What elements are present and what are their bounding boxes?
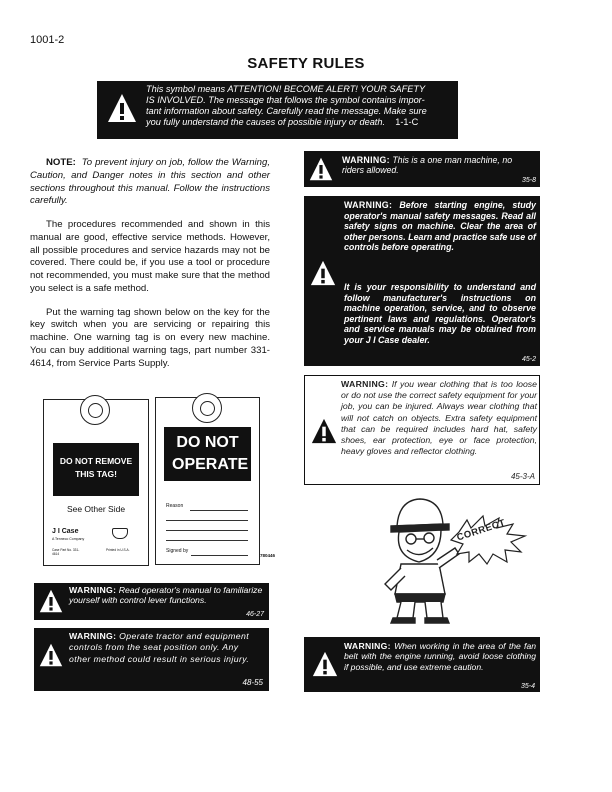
warning-triangle-icon bbox=[107, 93, 137, 123]
note-paragraph bbox=[30, 157, 270, 208]
warning-triangle-icon bbox=[311, 418, 337, 444]
warning-triangle-icon bbox=[39, 643, 63, 667]
brand-subtitle: A Tenneco Company bbox=[52, 537, 85, 541]
reason-line bbox=[166, 530, 248, 531]
see-other-side-text: See Other Side bbox=[66, 504, 126, 514]
tag-eyelet-hole bbox=[200, 401, 215, 416]
brand-name: J I Case bbox=[52, 528, 79, 535]
warning-box-one-man bbox=[304, 151, 540, 187]
page-number: 1001-2 bbox=[30, 34, 65, 46]
warning-text: Operate tractor and equipment controls from the seat position only. Any other method could result in serious injury. bbox=[69, 631, 250, 664]
warning-code: 35-8 bbox=[521, 177, 536, 184]
body-text-column bbox=[30, 157, 270, 381]
correct-label: CORRECT bbox=[455, 517, 507, 544]
intro-line-1: This symbol means ATTENTION! BECOME ALERT! YOUR SAFETY bbox=[146, 84, 426, 94]
warning-code: 46-27 bbox=[246, 611, 264, 618]
note-label: NOTE: bbox=[46, 157, 76, 168]
signed-by-label: Signed by bbox=[166, 548, 189, 554]
intro-symbol-box bbox=[97, 81, 458, 139]
warning-code: 45-2 bbox=[521, 356, 536, 363]
warning-tag-front bbox=[43, 399, 149, 566]
warning-text: Before starting engine, study operator's manual safety messages. Read all safety signs on machine. Clear the area of other persons. Learn and practice safe use of controls before operating. bbox=[344, 200, 536, 252]
warning-box-starting-engine bbox=[304, 196, 540, 366]
signed-line bbox=[191, 555, 248, 556]
warning-box-control-lever bbox=[34, 583, 269, 620]
warning-triangle-icon bbox=[312, 651, 338, 677]
reason-line bbox=[190, 510, 248, 511]
warning-text: If you wear clothing that is too loose or do not use the correct safety equipment for your job, you can be injured. Always wear clothing that will not catch on objects. Extra safety equipment that can be required includes hard hat, safety shoes, ear protection, eye or face protection, heavy gloves and reflector clothing. bbox=[341, 379, 537, 457]
warning-box-clothing bbox=[304, 375, 540, 485]
tag-eyelet-hole bbox=[88, 403, 103, 418]
warning-box-seat-position bbox=[34, 628, 269, 691]
intro-line-4: you fully understand the causes of possible injury or death. bbox=[146, 116, 386, 127]
note-text: To prevent injury on job, follow the Warning, Caution, and Danger notes in this section and other sections throughout this manual. Follow the instructions carefully. bbox=[30, 157, 270, 207]
intro-line-3: tant information about safety. Carefully read the message. Make sure bbox=[146, 105, 427, 116]
page-title: SAFETY RULES bbox=[247, 55, 365, 72]
do-not-remove-label: DO NOT REMOVE THIS TAG! bbox=[53, 443, 139, 496]
warning-tag-paragraph: Put the warning tag shown below on the key for the key switch when you are servicing or repairing this machine. One warning tag is on every new machine. You can buy additional warning tags, part number 331-4614, from Service Parts Supply. bbox=[30, 306, 270, 369]
warning-label: WARNING: bbox=[69, 585, 117, 595]
warning-text: Read operator's manual to familiarize yourself with control lever functions. bbox=[69, 585, 263, 606]
warning-code: 45-3-A bbox=[510, 472, 535, 481]
warning-triangle-icon bbox=[310, 260, 336, 286]
do-not-operate-label: DO NOT OPERATE bbox=[164, 427, 251, 481]
reason-line bbox=[166, 520, 248, 521]
warning-text: This is a one man machine, no riders allowed. bbox=[342, 155, 513, 176]
reason-line bbox=[166, 540, 248, 541]
tag-printed-in: Printed in U.S.A. bbox=[106, 548, 130, 552]
reason-label: Reason bbox=[166, 503, 184, 509]
warning-text-2: It is your responsibility to understand and follow manufacturer's instructions on machine operation, service, and to observe pertinent laws and regulations. Operator's and service manuals may be obtained from your J I Case dealer. bbox=[344, 282, 536, 345]
warning-label: WARNING: bbox=[344, 641, 391, 651]
warning-label: WARNING: bbox=[341, 379, 389, 389]
warning-label: WARNING: bbox=[342, 155, 390, 165]
figure-number: 780446 bbox=[260, 553, 276, 558]
intro-line-2: IS INVOLVED. The message that follows the symbol contains impor- bbox=[146, 94, 425, 105]
warning-box-fan-belt bbox=[304, 637, 540, 692]
procedures-paragraph: The procedures recommended and shown in this manual are good, effective service methods. However, all possible procedures and service hazards may not be covered. There could be, if you use a tool or procedure not recommended, you must make sure that the method you select is a safe method. bbox=[30, 219, 270, 294]
tag-part-number: Case Part No. 331-4614 bbox=[52, 548, 80, 556]
warning-tag-back bbox=[155, 397, 260, 565]
warning-code: 48-55 bbox=[242, 678, 263, 687]
warning-label: WARNING: bbox=[344, 200, 393, 210]
warning-triangle-icon bbox=[39, 589, 63, 613]
warning-code: 35-4 bbox=[520, 683, 535, 690]
warning-triangle-icon bbox=[309, 157, 333, 181]
correct-mascot-illustration bbox=[375, 490, 535, 625]
warning-label: WARNING: bbox=[69, 631, 117, 641]
brand-logo-icon bbox=[112, 528, 128, 539]
intro-code: 1-1-C bbox=[395, 116, 419, 127]
warning-text: When working in the area of the fan belt with the engine running, avoid loose clothing if possible, and use extreme caution. bbox=[344, 641, 536, 672]
